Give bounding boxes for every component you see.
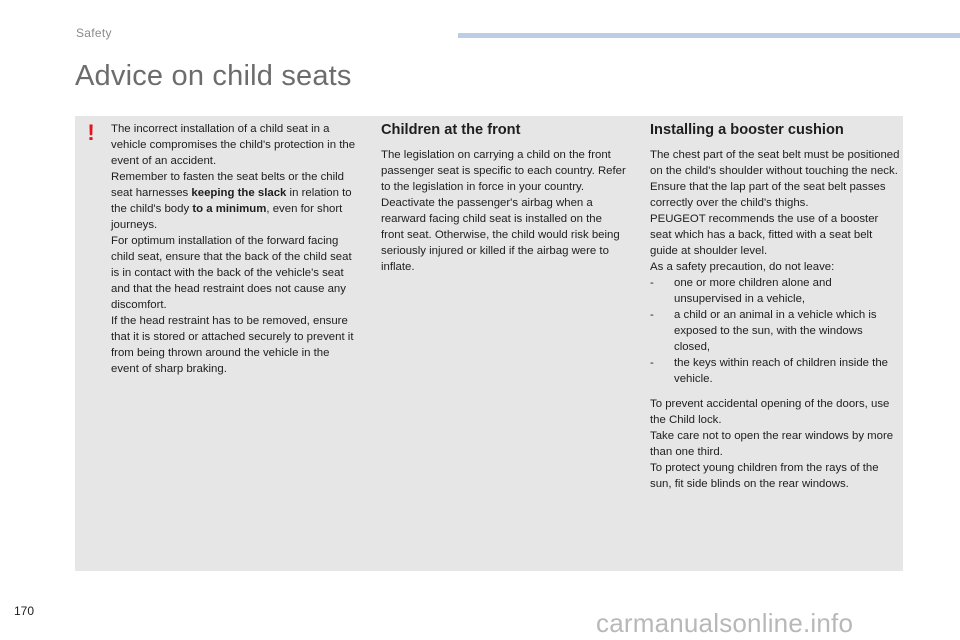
booster-column bbox=[650, 121, 900, 492]
booster-paragraph: To prevent accidental opening of the doors, use the Child lock. bbox=[650, 398, 890, 426]
warning-paragraph: The incorrect installation of a child seat in a vehicle compromises the child's protection in the event of an accident. bbox=[111, 123, 356, 167]
booster-paragraph: As a safety precaution, do not leave: bbox=[650, 261, 835, 273]
page-title: Advice on child seats bbox=[75, 60, 352, 92]
precaution-list bbox=[650, 275, 900, 387]
list-item: - the keys within reach of children inside the vehicle. bbox=[650, 355, 900, 387]
booster-paragraph: The chest part of the seat belt must be positioned on the child's shoulder without touching the neck. bbox=[650, 149, 900, 177]
front-column bbox=[381, 121, 626, 275]
front-heading: Children at the front bbox=[381, 122, 521, 138]
front-paragraph: Deactivate the passenger's airbag when a rearward facing child seat is installed on the front seat. Otherwise, the child would risk being seriously injured or killed if the airbag were to inflate. bbox=[381, 197, 620, 273]
exclamation-icon: ! bbox=[87, 120, 95, 145]
booster-paragraph: PEUGEOT recommends the use of a booster seat which has a back, fitted with a seat belt guide at shoulder level. bbox=[650, 213, 879, 257]
spacer bbox=[650, 387, 900, 396]
text-run: in relation to the child's body bbox=[111, 187, 352, 215]
booster-paragraph: Take care not to open the rear windows by more than one third. bbox=[650, 430, 894, 458]
booster-heading: Installing a booster cushion bbox=[650, 122, 844, 138]
section-label: Safety bbox=[76, 26, 112, 40]
booster-paragraph: Ensure that the lap part of the seat belt passes correctly over the child's thighs. bbox=[650, 181, 886, 209]
booster-paragraph: To protect young children from the rays of the sun, fit side blinds on the rear windows. bbox=[650, 462, 879, 490]
warning-paragraph bbox=[111, 169, 359, 233]
list-item: - one or more children alone and unsupervised in a vehicle, bbox=[650, 275, 900, 307]
front-paragraph: The legislation on carrying a child on the front passenger seat is specific to each country. Refer to the legislation in force in your country. bbox=[381, 149, 626, 193]
watermark: carmanualsonline.info bbox=[596, 608, 854, 638]
list-item: - a child or an animal in a vehicle which is exposed to the sun, with the windows closed, bbox=[650, 307, 900, 355]
warning-column bbox=[111, 121, 359, 377]
warning-paragraph: For optimum installation of the forward facing child seat, ensure that the back of the child seat is in contact with the back of the vehicle's seat and that the head restraint does not cause any discomfort. bbox=[111, 235, 352, 311]
warning-paragraph: If the head restraint has to be removed, ensure that it is stored or attached securely to prevent it from being thrown around the vehicle in the event of sharp braking. bbox=[111, 315, 354, 375]
page-number: 170 bbox=[14, 604, 35, 618]
section-accent-bar bbox=[458, 33, 960, 38]
emphasis-text: keeping the slack bbox=[191, 187, 287, 199]
text-run: , even for short journeys. bbox=[111, 203, 343, 231]
text-run: Remember to fasten the seat belts or the child seat harnesses bbox=[111, 171, 344, 199]
emphasis-text: to a minimum bbox=[192, 203, 267, 215]
